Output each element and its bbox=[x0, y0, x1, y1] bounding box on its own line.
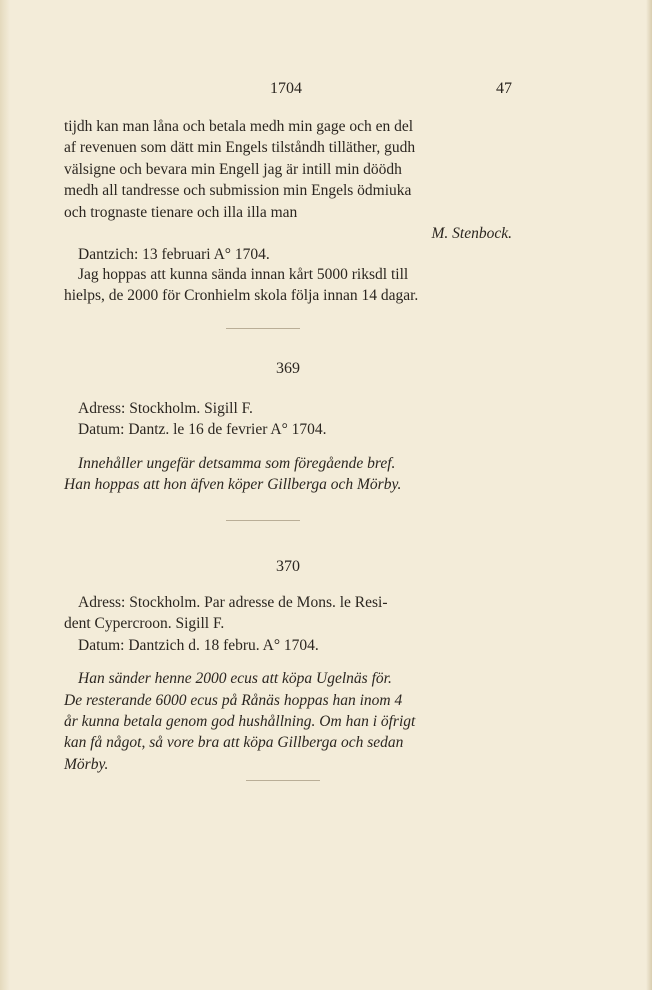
letter-line: välsigne och bevara min Engell jag är intill min döödh bbox=[64, 160, 402, 178]
page-right-edge bbox=[646, 0, 652, 990]
postscript-line: hielps, de 2000 för Cronhielm skola följa innan 14 dagar. bbox=[64, 287, 419, 305]
postscript bbox=[64, 264, 512, 307]
entry-address: dent Cypercroon. Sigill F. bbox=[64, 615, 225, 633]
section-divider bbox=[246, 780, 320, 781]
page-left-edge bbox=[0, 0, 10, 990]
entry-summary-line: Han sänder henne 2000 ecus att köpa Ugelnäs för. bbox=[78, 670, 392, 688]
entry-summary-line: år kunna betala genom god hushållning. Om han i öfrigt bbox=[64, 713, 416, 731]
running-header bbox=[64, 80, 512, 104]
entry-number-370: 370 bbox=[276, 558, 300, 575]
entry-370 bbox=[64, 592, 512, 775]
entry-date: Datum: Dantzich d. 18 febru. A° 1704. bbox=[78, 636, 319, 654]
letter-line: tijdh kan man låna och betala medh min gage och en del bbox=[64, 118, 414, 135]
place-date: Dantzich: 13 februari A° 1704. bbox=[78, 246, 270, 264]
entry-summary-line: Han hoppas att hon äfven köper Gillberga och Mörby. bbox=[64, 476, 402, 494]
section-divider bbox=[226, 520, 300, 521]
page-number: 47 bbox=[496, 80, 512, 97]
entry-summary-line: Mörby. bbox=[64, 755, 109, 773]
letter-line: medh all tandresse och submission min Engels ödmiuka bbox=[64, 182, 412, 200]
entry-number-369: 369 bbox=[276, 360, 300, 377]
letter-continuation bbox=[64, 116, 512, 266]
entry-date: Datum: Dantz. le 16 de fevrier A° 1704. bbox=[78, 421, 327, 439]
entry-summary-line: kan få något, så vore bra att köpa Gillberga och sedan bbox=[64, 734, 404, 752]
entry-summary-line: Innehåller ungefär detsamma som föregående bref. bbox=[78, 454, 396, 472]
entry-summary-line: De resterande 6000 ecus på Rånäs hoppas han inom 4 bbox=[64, 691, 403, 709]
entry-address: Adress: Stockholm. Sigill F. bbox=[78, 400, 253, 417]
section-divider bbox=[226, 328, 300, 329]
signature: M. Stenbock. bbox=[431, 225, 512, 243]
entry-369 bbox=[64, 398, 512, 496]
postscript-line: Jag hoppas att kunna sända innan kårt 5000 riksdl till bbox=[78, 266, 409, 283]
entry-address: Adress: Stockholm. Par adresse de Mons. le Resi- bbox=[78, 594, 388, 611]
header-year: 1704 bbox=[270, 80, 302, 97]
letter-line: och trognaste tienare och illa illa man bbox=[64, 203, 298, 221]
letter-line: af revenuen som dätt min Engels tilståndh tilläther, gudh bbox=[64, 139, 416, 157]
